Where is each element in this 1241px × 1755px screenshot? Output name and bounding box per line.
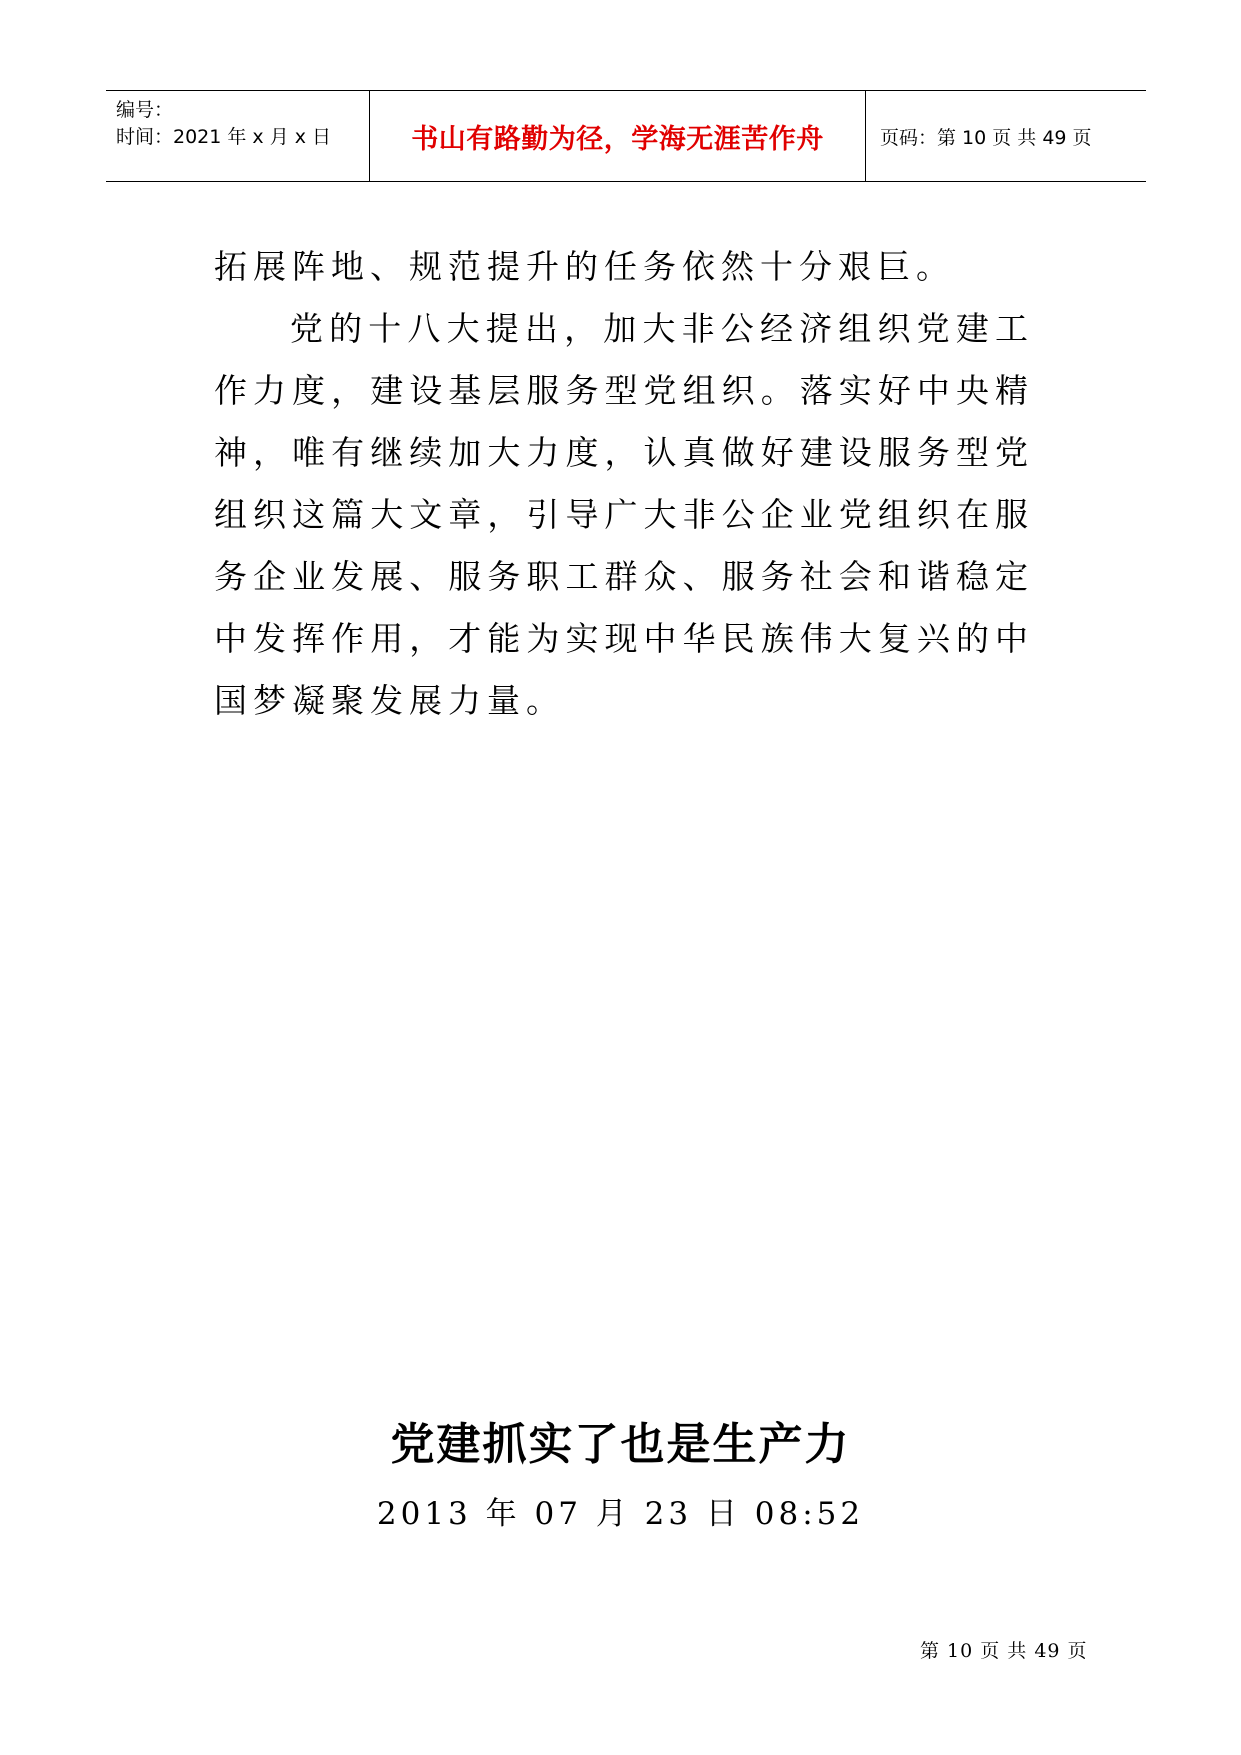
header-meta: [106, 91, 370, 181]
article-title: 党建抓实了也是生产力: [390, 1419, 851, 1470]
body-paragraph: 党的十八大提出，加大非公经济组织党建工作力度，建设基层服务型党组织。落实好中央精神，唯有继续加大力度，认真做好建设服务型党组织这篇大文章，引导广大非公企业党组织在服务企业发展、服务职工群众、服务社会和谐稳定中发挥作用，才能为实现中华民族伟大复兴的中国梦凝聚发展力量。: [214, 309, 1034, 720]
article-date: 2013 年 07 月 23 日 08:52: [376, 1496, 865, 1532]
header-motto-cell: [370, 91, 866, 181]
page-footer: 第 10 页 共 49 页: [920, 1640, 1088, 1662]
header-page-cell: [866, 91, 1146, 181]
header-time: 时间：2021 年 x 月 x 日: [116, 126, 332, 148]
body-text: [214, 236, 1034, 732]
header-page-number: 页码：第 10 页 共 49 页: [880, 126, 1092, 149]
page-header: [106, 90, 1146, 182]
body-paragraph: 拓展阵地、规范提升的任务依然十分艰巨。: [214, 247, 955, 286]
header-motto: 书山有路勤为径，学海无涯苦作舟: [411, 123, 824, 155]
header-number: 编号：: [116, 99, 174, 121]
